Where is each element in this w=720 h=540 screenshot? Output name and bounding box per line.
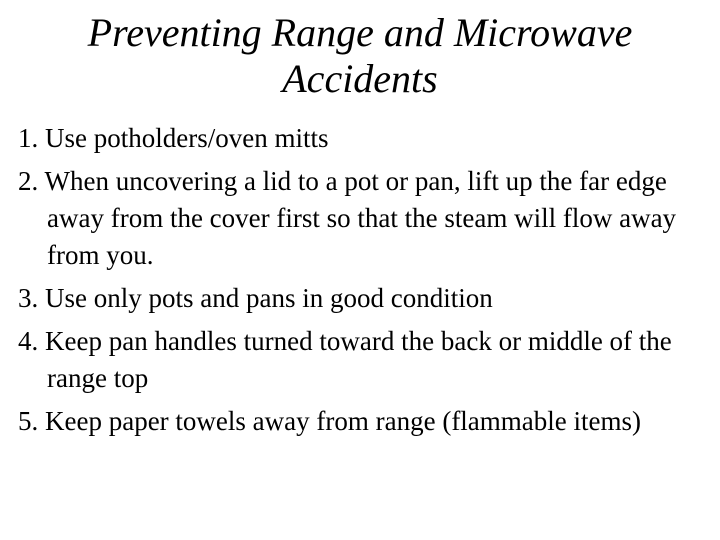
list-item: 5. Keep paper towels away from range (flammable items): [18, 406, 642, 436]
slide-title-line-2: Accidents: [282, 56, 438, 101]
slide-title: [0, 10, 720, 102]
tips-list: [18, 120, 718, 446]
list-item: 2. When uncovering a lid to a pot or pan, lift up the far edge away from the cover first so that the steam will flow away from you.: [18, 166, 677, 270]
list-item: 1. Use potholders/oven mitts: [18, 123, 329, 153]
list-item: 4. Keep pan handles turned toward the back or middle of the range top: [18, 326, 672, 393]
slide-title-line-1: Preventing Range and Microwave: [87, 10, 633, 55]
list-item: 3. Use only pots and pans in good condition: [18, 283, 493, 313]
